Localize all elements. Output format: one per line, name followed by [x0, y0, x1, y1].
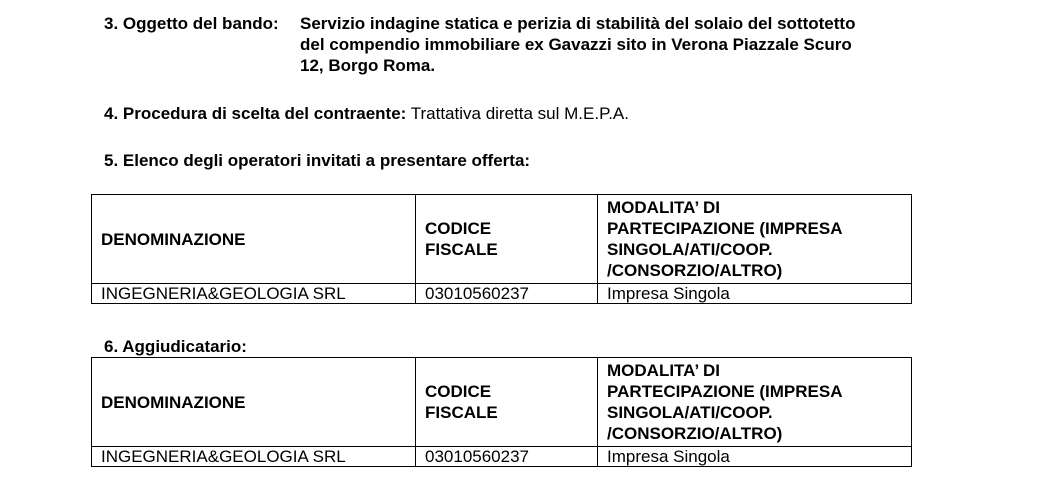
- header-codice-line-1: CODICE: [425, 219, 492, 238]
- procedura-label: 4. Procedura di scelta del contraente:: [104, 104, 407, 123]
- operatori-table: [91, 194, 912, 304]
- oggetto-text: [300, 13, 960, 76]
- cell-codice-fiscale: 03010560237: [416, 447, 598, 467]
- oggetto-line-3: 12, Borgo Roma.: [300, 56, 436, 75]
- header-modalita: [598, 358, 912, 447]
- section-elenco-operatori: 5. Elenco degli operatori invitati a presentare offerta:: [104, 151, 531, 170]
- header-modalita-line-2: PARTECIPAZIONE (IMPRESA: [607, 219, 843, 238]
- header-codice-line-2: FISCALE: [425, 403, 498, 422]
- header-modalita-line-2: PARTECIPAZIONE (IMPRESA: [607, 382, 843, 401]
- cell-denominazione: INGEGNERIA&GEOLOGIA SRL: [92, 284, 416, 304]
- header-denominazione-text: DENOMINAZIONE: [101, 229, 246, 249]
- header-modalita: [598, 195, 912, 284]
- header-codice-fiscale: [416, 195, 598, 284]
- header-codice-fiscale: [416, 358, 598, 447]
- oggetto-line-1: Servizio indagine statica e perizia di stabilità del solaio del sottotetto: [300, 14, 856, 33]
- table-header-row: [92, 195, 912, 284]
- header-denominazione: [92, 358, 416, 447]
- section-aggiudicatario: 6. Aggiudicatario:: [104, 337, 247, 356]
- header-modalita-line-4: /CONSORZIO/ALTRO): [607, 261, 783, 280]
- oggetto-label: 3. Oggetto del bando:: [104, 14, 279, 33]
- section-procedura: [104, 103, 629, 124]
- table-header-row: [92, 358, 912, 447]
- header-modalita-line-1: MODALITA’ DI: [607, 361, 721, 380]
- header-modalita-line-1: MODALITA’ DI: [607, 198, 721, 217]
- header-modalita-line-4: /CONSORZIO/ALTRO): [607, 424, 783, 443]
- table-row: [92, 447, 912, 467]
- oggetto-line-2: del compendio immobiliare ex Gavazzi sito in Verona Piazzale Scuro: [300, 35, 852, 54]
- procedura-value: Trattativa diretta sul M.E.P.A.: [406, 104, 629, 123]
- header-modalita-line-3: SINGOLA/ATI/COOP.: [607, 240, 773, 259]
- header-denominazione-text: DENOMINAZIONE: [101, 392, 246, 412]
- header-denominazione: [92, 195, 416, 284]
- cell-modalita: Impresa Singola: [598, 284, 912, 304]
- cell-denominazione: INGEGNERIA&GEOLOGIA SRL: [92, 447, 416, 467]
- cell-modalita: Impresa Singola: [598, 447, 912, 467]
- table-row: [92, 284, 912, 304]
- cell-codice-fiscale: 03010560237: [416, 284, 598, 304]
- header-modalita-line-3: SINGOLA/ATI/COOP.: [607, 403, 773, 422]
- aggiudicatario-table: [91, 357, 912, 467]
- header-codice-line-1: CODICE: [425, 382, 492, 401]
- header-codice-line-2: FISCALE: [425, 240, 498, 259]
